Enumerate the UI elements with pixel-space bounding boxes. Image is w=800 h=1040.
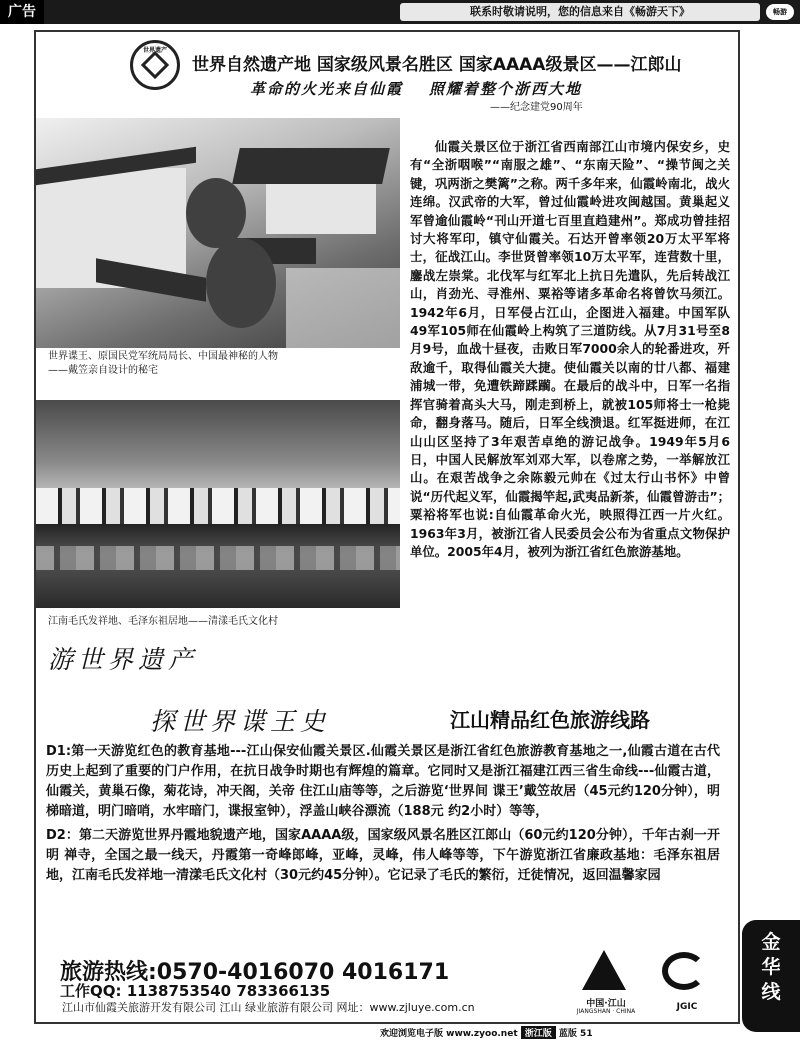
jgic-logo-caption: JGIC: [676, 1002, 698, 1012]
section-tab-jinhua-line: [742, 920, 800, 1032]
jiangshan-logo-caption: 中国·江山: [586, 999, 626, 1009]
header-notice: 联系时敬请说明，您的信息来自《畅游天下》: [400, 3, 760, 21]
ad-label: 广告: [0, 0, 44, 24]
qingyang-village-photo: [36, 400, 400, 608]
dai-li-residence-photo: [36, 118, 400, 348]
jiangshan-china-logo: [576, 946, 636, 1016]
page-footer: [380, 1026, 800, 1040]
footer-site: 欢迎浏览电子版 www.zyoo.net: [380, 1029, 518, 1039]
emblem-text: 世界遗产: [142, 47, 167, 54]
slogan-left: 革命的火光来自仙霞: [250, 80, 404, 98]
page-title: 世界自然遗产地 国家级风景名胜区 国家AAAA级景区——江郎山: [192, 55, 682, 75]
work-qq: 工作QQ: 1138753540 783366135: [60, 982, 331, 1000]
itinerary-day-2: D2：第二天游览世界丹霞地貌遗产地，国家AAAA级，国家级风景名胜区江郎山（60元约120分钟），千年古刹一开明 禅寺，全国之最一线天，丹霞第一奇峰郎峰，亚峰，灵峰，伟人峰等等，下午游览浙江省廉政基地：毛泽东祖居地，江南毛氏发祥地一清漾毛氏文化村（30元约45分钟）。它记录了毛氏的繁衍，迁徒情况，返回温馨家园: [46, 828, 720, 883]
photo-caption-1: [48, 350, 388, 378]
slogan: [250, 78, 680, 99]
calligraphy-heading-1: 游世界遗产: [48, 645, 199, 674]
side-tab-char: 线: [761, 981, 781, 1003]
tourism-hotline: 旅游热线:0570-4016070 4016171: [60, 960, 450, 985]
magazine-logo: 畅游: [766, 4, 794, 20]
top-bar: [0, 0, 800, 24]
mountain-icon: [582, 950, 626, 990]
slogan-right: 照耀着整个浙西大地: [429, 80, 583, 98]
jiangshan-logo-subcaption: JIANGSHAN · CHINA: [576, 1008, 636, 1015]
route-title: 江山精品红色旅游线路: [450, 708, 650, 732]
slogan-note: ——纪念建党90周年: [490, 102, 583, 113]
jgic-logo: [654, 946, 720, 1016]
footer-page: 蓝版 51: [558, 1029, 593, 1039]
photo-caption-1-line1: 世界谍王、原国民党军统局局长、中国最神秘的人物: [48, 351, 278, 362]
xianxiaguan-article: 仙霞关景区位于浙江省西南部江山市境内保安乡，史有“全浙咽喉”“南服之雄”、“东南天险”、“操节闽之关键，巩两浙之樊篱”之称。两千多年来，仙霞岭南北，战火连绵。汉武帝的大军，曾过仙霞岭进攻闽越国。黄巢起义军曾逾仙霞岭“刊山开道七百里直趋建州”。郑成功曾挂招讨大将军印，镇守仙霞关。石达开曾率领20万太平军将士，征战江山。李世贤曾率领10万太平军，连营数十里，鏖战左崇棠。北伐军与红军北上抗日先遣队，先后转战江山，肖劲光、寻淮州、粟裕等诸多革命名将曾饮马须江。1942年6月，日军侵占江山，企图进入福建。中国军队49军105师在仙霞岭上构筑了三道防线。从7月31号至8月9号，血战十昼夜，击败日军7000余人的轮番进攻，歼敌逾千，取得仙霞关大捷。使仙霞关以南的廿八都、福建浦城一带，免遭铁蹄蹂躏。在最后的战斗中，日军一名指挥官骑着高头大马，刚走到桥上，就被105师将士一枪毙命，翻身落马。随后，日军全线溃退。红军挺进师，在江山山区坚持了3年艰苦卓绝的游记战争。1949年5月6日，中国人民解放军刘邓大军，以卷席之势，一举解放江山。在艰苦战争之余陈毅元帅在《过太行山书怀》中曾说“历代起义军，仙霞揭竿起,武夷品新茶，仙霞曾游击”；粟裕将军也说:自仙霞革命火光，映照得江西一片火红。1963年3月，被浙江省人民委员会公布为省重点文物保护单位。2005年4月，被列为浙江省红色旅游基地。: [410, 139, 730, 559]
photo-caption-2: 江南毛氏发祥地、毛泽东祖居地——清漾毛氏文化村: [48, 616, 278, 627]
side-tab-char: 华: [761, 956, 781, 978]
photo-caption-1-line2: ——戴笠亲自设计的秘宅: [48, 365, 158, 376]
swirl-icon: [662, 952, 706, 990]
world-heritage-emblem-icon: [130, 40, 180, 90]
company-info: 江山市仙霞关旅游开发有限公司 江山 绿业旅游有限公司 网址：www.zjluye.com.cn: [62, 1001, 475, 1014]
itinerary-day-1: D1:第一天游览红色的教育基地---江山保安仙霞关景区.仙霞关景区是浙江省红色旅游教育基地之一,仙霞古道在古代历史上起到了重要的门户作用，在抗日战争时期也有辉煌的篇章。它同时又是浙江福建江西三省生命线---仙霞古道，仙霞关，黄巢石像，菊花诗，冲天阁，关帝 住江山庙等等，之后游览‘世界间 谍王’戴笠故居（45元约120分钟），明梯暗道，明门暗哨，水牢暗门，谍报室钟），浮盖山峡谷漂流（188元 约2小时）等等，: [46, 744, 720, 819]
calligraphy-heading-2: 探世界谍王史: [150, 707, 331, 736]
side-tab-char: 金: [761, 931, 781, 953]
footer-edition: 浙江版: [521, 1026, 556, 1039]
